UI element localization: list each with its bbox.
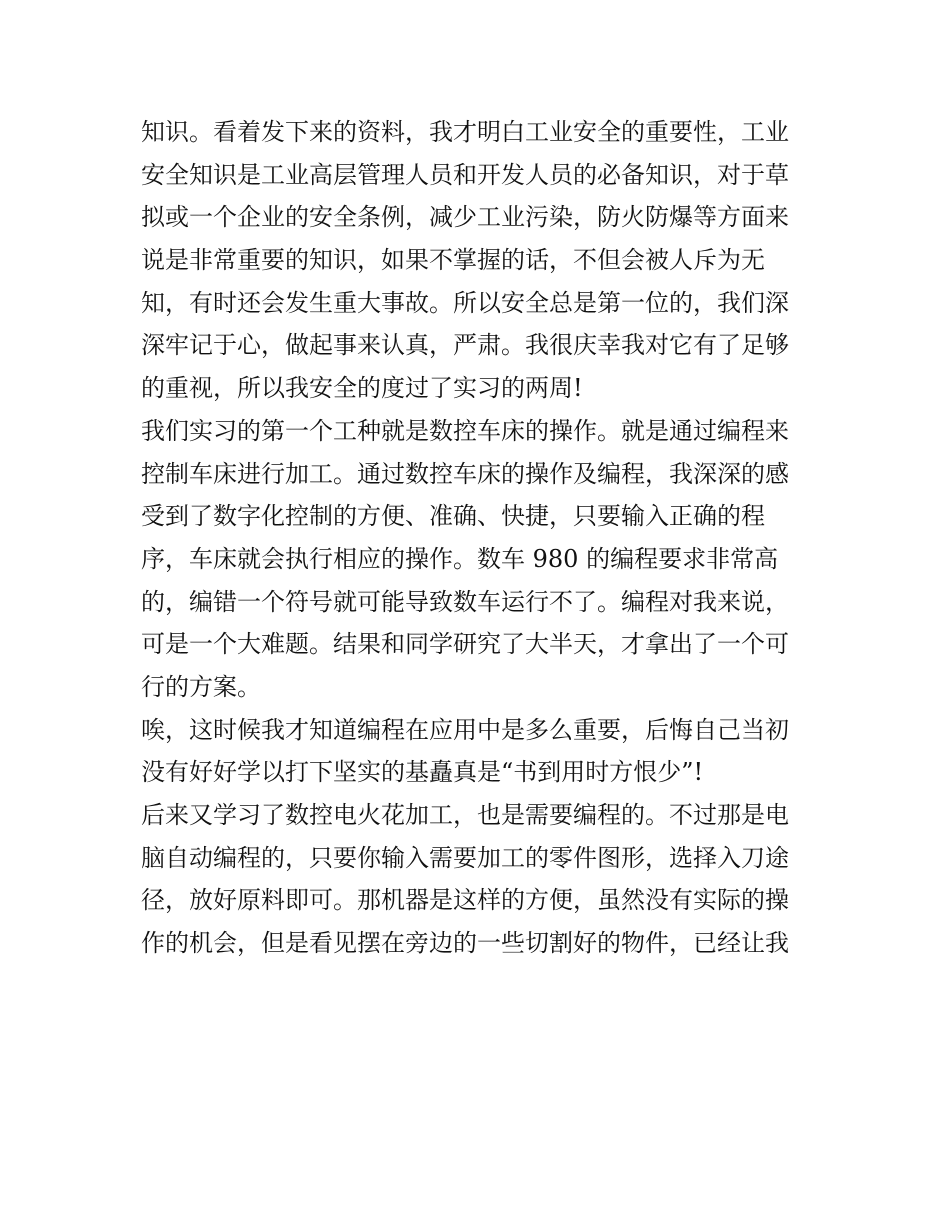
text-line: 作的机会，但是看见摆在旁边的一些切割好的物件，已经让我 bbox=[141, 929, 789, 958]
text-line: 行的方案。 bbox=[141, 672, 261, 701]
text-line: 知识。看着发下来的资料，我才明白工业安全的重要性，工业 bbox=[141, 118, 789, 146]
text-line: 说是非常重要的知识，如果不掌握的话，不但会被人斥为无 bbox=[141, 246, 765, 275]
text-line: 我们实习的第一个工种就是数控车床的操作。就是通过编程来 bbox=[141, 416, 789, 445]
text-line: 唉，这时候我才知道编程在应用中是多么重要，后悔自己当初 bbox=[141, 715, 789, 744]
text-line: 可是一个大难题。结果和同学研究了大半天，才拿出了一个可 bbox=[141, 630, 789, 659]
text-line: 受到了数字化控制的方便、准确、快捷，只要输入正确的程 bbox=[141, 502, 765, 531]
document-body-text bbox=[141, 111, 813, 965]
text-line: 脑自动编程的，只要你输入需要加工的零件图形，选择入刀途 bbox=[141, 843, 789, 872]
text-line: 控制车床进行加工。通过数控车床的操作及编程，我深深的感 bbox=[141, 459, 789, 488]
text-line: 没有好好学以打下坚实的基矗真是“书到用时方恨少”! bbox=[141, 758, 704, 787]
text-line: 的，编错一个符号就可能导致数车运行不了。编程对我来说， bbox=[141, 587, 789, 616]
text-line: 安全知识是工业高层管理人员和开发人员的必备知识，对于草 bbox=[141, 160, 789, 189]
text-line: 的重视，所以我安全的度过了实习的两周! bbox=[141, 374, 583, 403]
text-line: 深牢记于心，做起事来认真，严肃。我很庆幸我对它有了足够 bbox=[141, 331, 789, 360]
text-line: 后来又学习了数控电火花加工，也是需要编程的。不过那是电 bbox=[141, 801, 789, 829]
text-line: 序，车床就会执行相应的操作。数车 980 的编程要求非常高 bbox=[141, 544, 779, 573]
text-line: 知，有时还会发生重大事故。所以安全总是第一位的，我们深 bbox=[141, 288, 789, 317]
text-line: 拟或一个企业的安全条例，减少工业污染，防火防爆等方面来 bbox=[141, 203, 789, 232]
text-line: 径，放好原料即可。那机器是这样的方便，虽然没有实际的操 bbox=[141, 886, 789, 915]
